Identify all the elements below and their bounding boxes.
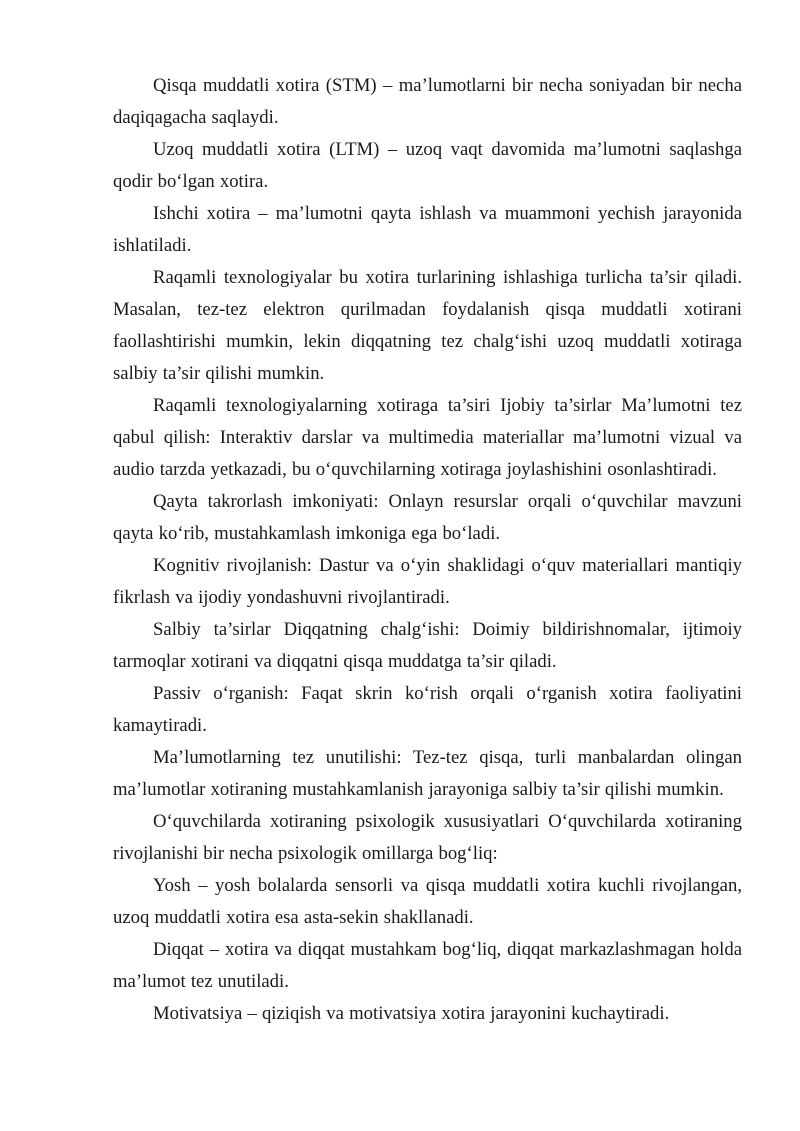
paragraph-motivation: Motivatsiya – qiziqish va motivatsiya xotira jarayonini kuchaytiradi. [153,1003,670,1024]
paragraph-passive-learning: Passiv o‘rganish: Faqat skrin ko‘rish orqali o‘rganish xotira faoliyatini kamaytiradi. [113,683,742,736]
paragraph-psychological: O‘quvchilarda xotiraning psixologik xususiyatlari O‘quvchilarda xotiraning rivojlanishi bir necha psixologik omillarga bog‘liq: [113,811,742,864]
paragraph-ltm: Uzoq muddatli xotira (LTM) – uzoq vaqt davomida ma’lumotni saqlashga qodir bo‘lgan xotira. [113,139,742,192]
paragraph-repetition: Qayta takrorlash imkoniyati: Onlayn resurslar orqali o‘quvchilar mavzuni qayta ko‘rib, mustahkamlash imkoniga ega bo‘ladi. [113,491,742,544]
paragraph-age: Yosh – yosh bolalarda sensorli va qisqa muddatli xotira kuchli rivojlangan, uzoq muddatli xotira esa asta-sekin shakllanadi. [113,875,742,928]
paragraph-stm: Qisqa muddatli xotira (STM) – ma’lumotlarni bir necha soniyadan bir necha daqiqagacha saqlaydi. [113,75,742,128]
paragraph-forgetting: Ma’lumotlarning tez unutilishi: Tez-tez qisqa, turli manbalardan olingan ma’lumotlar xotiraning mustahkamlanish jarayoniga salbiy ta’sir qilishi mumkin. [113,747,742,800]
paragraph-positive-effects: Raqamli texnologiyalarning xotiraga ta’siri Ijobiy ta’sirlar Ma’lumotni tez qabul qilish: Interaktiv darslar va multimedia materiallar ma’lumotni vizual va audio tarzda yetkazadi, bu o‘quvchilarning xotiraga joylashishini osonlashtiradi. [113,395,742,480]
paragraph-attention: Diqqat – xotira va diqqat mustahkam bog‘liq, diqqat markazlashmagan holda ma’lumot tez unutiladi. [113,939,742,992]
paragraph-digital-influence: Raqamli texnologiyalar bu xotira turlarining ishlashiga turlicha ta’sir qiladi. Masalan, tez-tez elektron qurilmadan foydalanish qisqa muddatli xotirani faollashtirishi mumkin, lekin diqqatning tez chalg‘ishi uzoq muddatli xotiraga salbiy ta’sir qilishi mumkin. [113,267,742,384]
document-page [113,70,742,1030]
paragraph-cognitive: Kognitiv rivojlanish: Dastur va o‘yin shaklidagi o‘quv materiallari mantiqiy fikrlash va ijodiy yondashuvni rivojlantiradi. [113,555,742,608]
paragraph-working-memory: Ishchi xotira – ma’lumotni qayta ishlash va muammoni yechish jarayonida ishlatiladi. [113,203,742,256]
paragraph-negative-effects: Salbiy ta’sirlar Diqqatning chalg‘ishi: Doimiy bildirishnomalar, ijtimoiy tarmoqlar xotirani va diqqatni qisqa muddatga ta’sir qiladi. [113,619,742,672]
